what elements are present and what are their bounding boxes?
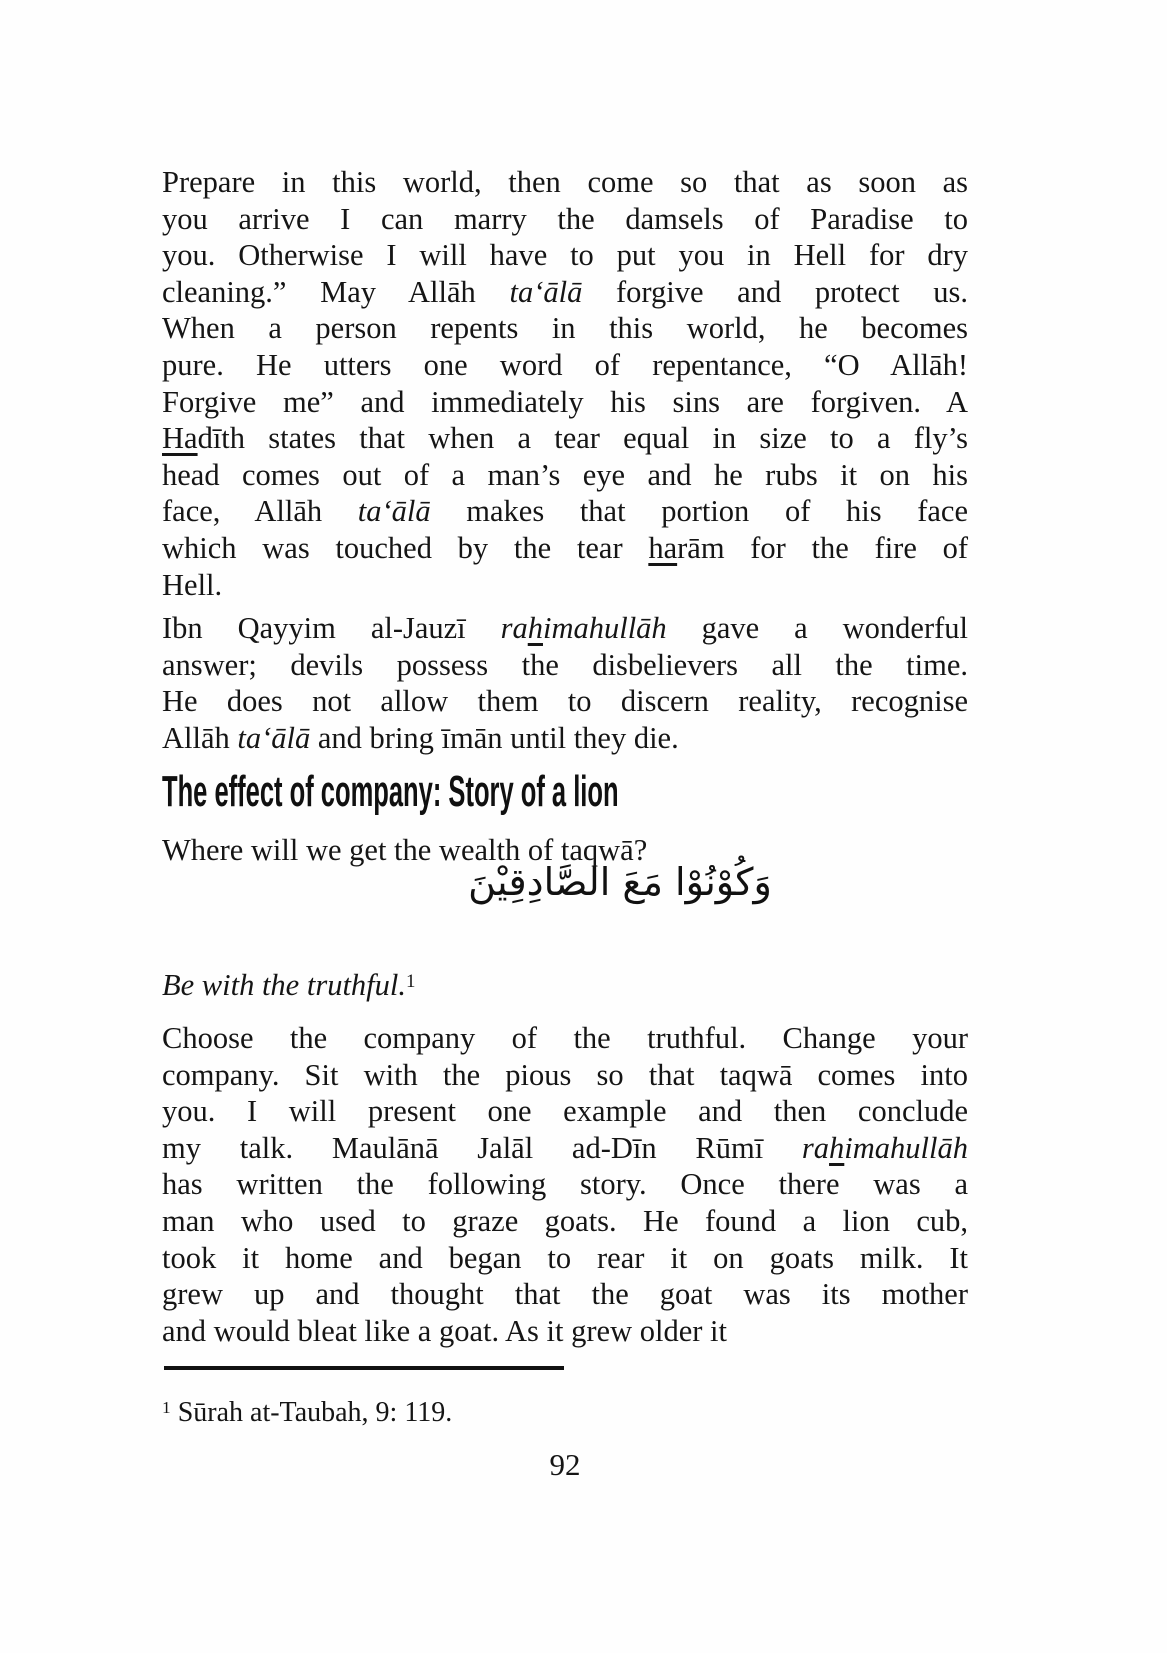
text-line: [162, 274, 968, 311]
text-line: [162, 647, 968, 684]
text-line: [162, 683, 968, 720]
text-run: imahullāh: [542, 611, 667, 645]
text-run: imahullāh: [844, 1130, 968, 1165]
text-run: 1: [406, 970, 416, 992]
text-line: [162, 1130, 968, 1167]
text-run: Ha: [162, 421, 198, 456]
text-run: you. I will present one example and then conclude: [162, 1094, 968, 1129]
text-run: and would bleat like a goat. As it grew older it: [162, 1313, 727, 1348]
text-run: ra: [500, 611, 528, 645]
text-run: gave a wonderful: [666, 611, 968, 645]
text-run: Choose the company of the truthful. Change your: [162, 1021, 968, 1055]
text-line: [162, 567, 968, 604]
text-run: man who used to graze goats. He found a lion cub,: [162, 1203, 968, 1238]
text-line: [162, 420, 968, 457]
text-line: [162, 347, 968, 384]
text-run: Ibn Qayyim al-Jauzī: [162, 611, 501, 645]
text-run: answer; devils possess the disbelievers all the time.: [162, 647, 968, 682]
text-run: ha: [648, 530, 678, 565]
text-line: [162, 720, 968, 757]
text-line: [162, 1276, 968, 1313]
text-line: [162, 384, 968, 421]
text-run: head comes out of a man’s eye and he rubs it on his: [162, 457, 968, 492]
section-heading-text: The effect of company: Story of a lion: [162, 767, 619, 816]
footnote-rule: [164, 1366, 564, 1370]
page-number: 92: [549, 1447, 581, 1482]
text-run: took it home and began to rear it on goats milk. It: [162, 1240, 968, 1275]
question-line: Where will we get the wealth of taqwā?: [162, 833, 648, 867]
text-run: you. Otherwise I will have to put you in Hell for dry: [162, 238, 968, 273]
text-run: Be with the truthful.: [162, 968, 406, 1002]
text-run: ta‘ālā: [357, 494, 431, 529]
body-paragraph-1: [162, 164, 968, 603]
text-run: He does not allow them to discern reality, recognise: [162, 684, 968, 719]
text-run: face, Allāh: [162, 494, 358, 529]
text-line: [162, 1020, 968, 1057]
verse-translation: [162, 967, 968, 1009]
text-line: [162, 493, 968, 530]
text-run: Allāh: [162, 720, 238, 755]
arabic-verse: وَكُوْنُوْا مَعَ الصَّادِقِيْنَ: [468, 860, 772, 904]
footnote: [162, 1396, 968, 1433]
text-run: Forgive me” and immediately his sins are forgiven. A: [162, 384, 968, 419]
text-run: grew up and thought that the goat was its mother: [162, 1277, 968, 1312]
text-run: ra: [801, 1130, 830, 1165]
section-heading: [162, 768, 968, 816]
text-run: Hell.: [162, 567, 223, 602]
text-line: [162, 237, 968, 274]
text-run: forgive and protect us.: [582, 274, 968, 309]
text-run: 1: [162, 1398, 171, 1418]
text-run: makes that portion of his face: [430, 494, 968, 529]
text-run: has written the following story. Once there was a: [162, 1167, 968, 1202]
text-run: ta‘ālā: [237, 720, 311, 755]
text-run: When a person repents in this world, he becomes: [162, 311, 968, 346]
text-line: [162, 610, 968, 647]
text-line: [162, 457, 968, 494]
text-line: [162, 1313, 968, 1350]
text-line: [162, 310, 968, 347]
text-run: dīth states that when a tear equal in size to a fly’s: [197, 421, 968, 456]
text-run: ta‘ālā: [509, 274, 583, 309]
text-run: which was touched by the tear: [162, 530, 649, 565]
text-run: company. Sit with the pious so that taqwā comes into: [162, 1057, 968, 1092]
text-line: [162, 530, 968, 567]
text-run: my talk. Maulānā Jalāl ad-Dīn Rūmī: [162, 1130, 802, 1165]
text-run: you arrive I can marry the damsels of Paradise to: [162, 201, 968, 236]
text-line: [162, 1203, 968, 1240]
text-run: cleaning.” May Allāh: [162, 274, 510, 309]
text-run: pure. He utters one word of repentance, “O Allāh!: [162, 347, 968, 382]
text-line: [162, 1166, 968, 1203]
text-run: h: [527, 611, 543, 645]
text-line: [162, 1057, 968, 1094]
text-run: and bring īmān until they die.: [310, 720, 679, 755]
body-paragraph-2: [162, 610, 968, 756]
body-paragraph-3: [162, 1020, 968, 1349]
text-run: h: [829, 1130, 845, 1165]
text-line: [162, 164, 968, 201]
text-run: Sūrah at-Taubah, 9: 119.: [170, 1397, 453, 1428]
text-run: rām for the fire of: [677, 530, 968, 565]
text-line: [162, 201, 968, 238]
text-line: [162, 1240, 968, 1277]
text-run: Prepare in this world, then come so that as soon as: [162, 165, 968, 199]
text-line: [162, 1093, 968, 1130]
